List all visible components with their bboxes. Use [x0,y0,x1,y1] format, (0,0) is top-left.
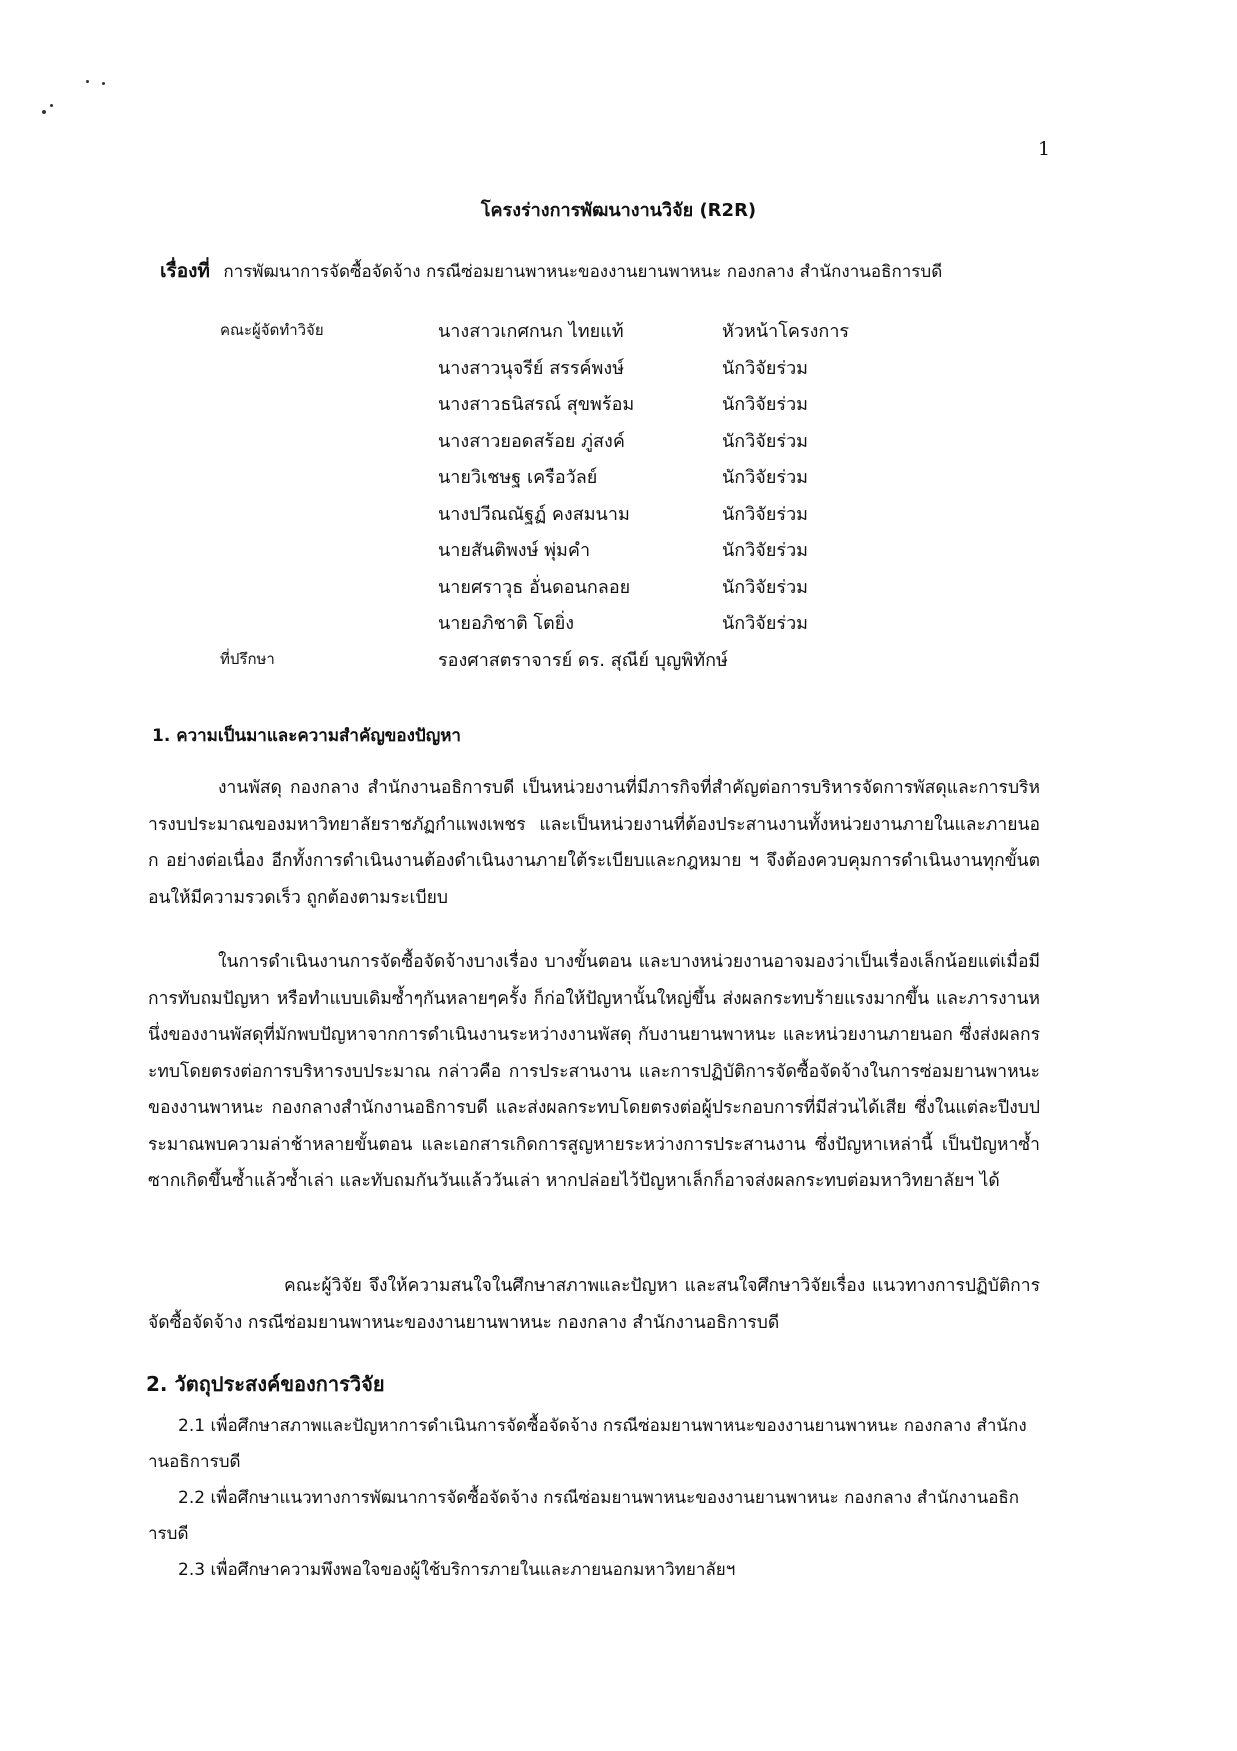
objective-item: 2.3 เพื่อศึกษาความพึงพอใจของผู้ใช้บริการภายในและภายนอกมหาวิทยาลัยฯ [178,1560,736,1580]
section-2-heading: 2. วัตถุประสงค์ของการวิจัย [146,1372,385,1396]
member-role: นักวิจัยร่วม [722,394,809,415]
team-row [220,535,920,572]
team-row [220,426,920,463]
member-name: นางสาวยอดสร้อย ภู่สงค์ [438,430,625,452]
team-row [220,608,920,645]
team-row [220,389,920,426]
document-title: โครงร่างการพัฒนางานวิจัย (R2R) [480,200,757,221]
section-1-paragraph-3: คณะผู้วิจัย จึงให้ความสนใจในศึกษาสภาพและปัญหา และสนใจศึกษาวิจัยเรื่อง แนวทางการปฏิบัติการจัดซื้อจัดจ้าง กรณีซ่อมยานพาหนะของงานยานพาหนะ กองกลาง สำนักงานอธิการบดี [148,1276,1040,1333]
member-role: นักวิจัยร่วม [722,576,809,598]
team-row [220,499,920,536]
member-role: นักวิจัยร่วม [722,613,809,634]
member-name: นางสาวเกศกนก ไทยแท้ [438,321,624,342]
member-name: นางปวีณณัฐฏ์ คงสมนาม [438,503,630,525]
page-number: 1 [1038,138,1051,160]
section-1-heading: 1. ความเป็นมาและความสำคัญของปัญหา [152,726,461,746]
member-role: นักวิจัยร่วม [722,503,809,525]
objective-item: 2.1 เพื่อศึกษาสภาพและปัญหาการดำเนินการจัดซื้อจัดจ้าง กรณีซ่อมยานพาหนะของงานยานพาหนะ กองกลาง สำนักงานอธิการบดี [148,1416,1027,1472]
member-role: นักวิจัยร่วม [722,357,809,379]
team-row [220,462,920,499]
team-row [220,316,920,353]
section-1-paragraph-1: งานพัสดุ กองกลาง สำนักงานอธิการบดี เป็นหน่วยงานที่มีภารกิจที่สำคัญต่อการบริหารจัดการพัสดุและการบริหารงบประมาณของมหาวิทยาลัยราชภัฏกำแพงเพชร และเป็นหน่วยงานที่ต้องประสานงานทั้งหน่วยงานภายในและภายนอก อย่างต่อเนื่อง อีกทั้งการดำเนินงานต้องดำเนินงานภายใต้ระเบียบและกฎหมาย ฯ จึงต้องควบคุมการดำเนินงานทุกขั้นตอนให้มีความรวดเร็ว ถูกต้องตามระเบียบ [148,778,1040,908]
subject-label: เรื่องที่ [160,260,210,282]
research-team [220,316,920,681]
member-name: นายวิเชษฐ เครือวัลย์ [438,467,598,488]
scan-speck [86,80,89,83]
scan-speck [50,104,53,107]
subject-line [160,256,1060,286]
objective-item: 2.2 เพื่อศึกษาแนวทางการพัฒนาการจัดซื้อจัดจ้าง กรณีซ่อมยานพาหนะของงานยานพาหนะ กองกลาง สำนักงานอธิการบดี [148,1488,1020,1544]
member-name: นายสันติพงษ์ พุ่มคำ [438,540,591,561]
advisor-name: รองศาสตราจารย์ ดร. สุณีย์ บุญพิทักษ์ [438,649,728,671]
team-label: คณะผู้จัดทำวิจัย [220,321,324,339]
member-role: นักวิจัยร่วม [722,430,809,452]
advisor-row [220,645,920,682]
advisor-label: ที่ปรึกษา [220,649,275,668]
member-role: นักวิจัยร่วม [722,540,809,561]
member-name: นางสาวธนิสรณ์ สุขพร้อม [438,394,635,415]
member-name: นายศราวุธ อั่นดอนกลอย [438,576,631,598]
team-row [220,572,920,609]
member-role: หัวหน้าโครงการ [722,321,850,342]
member-name: นายอภิชาติ โตยิ่ง [438,613,575,634]
member-role: นักวิจัยร่วม [722,467,809,488]
team-row [220,353,920,390]
section-1-paragraph-2: ในการดำเนินงานการจัดซื้อจัดจ้างบางเรื่อง บางขั้นตอน และบางหน่วยงานอาจมองว่าเป็นเรื่องเล็กน้อยแต่เมื่อมีการทับถมปัญหา หรือทำแบบเดิมซ้ำๆกันหลายๆครั้ง ก็ก่อให้ปัญหานั้นใหญ่ขึ้น ส่งผลกระทบร้ายแรงมากขึ้น และภารงานหนึ่งของงานพัสดุที่มักพบปัญหาจากการดำเนินงานระหว่างงานพัสดุ กับงานยานพาหนะ และหน่วยงานภายนอก ซึ่งส่งผลกระทบโดยตรงต่อการบริหารงบประมาณ กล่าวคือ การประสานงาน และการปฏิบัติการจัดซื้อจัดจ้างในการซ่อมยานพาหนะของงานพาหนะ กองกลางสำนักงานอธิการบดี และส่งผลกระทบโดยตรงต่อผู้ประกอบการที่มีส่วนได้เสีย ซึ่งในแต่ละปีงบประมาณพบความล่าช้าหลายขั้นตอน และเอกสารเกิดการสูญหายระหว่างการประสานงาน ซึ่งปัญหาเหล่านี้ เป็นปัญหาซ้ำซากเกิดขึ้นซ้ำแล้วซ้ำเล่า และทับถมกันวันแล้ววันเล่า หากปล่อยไว้ปัญหาเล็กก็อาจส่งผลกระทบต่อมหาวิทยาลัยฯ ได้ [148,952,1040,1191]
scan-speck [102,82,105,85]
scan-speck [42,110,46,114]
member-name: นางสาวนุจรีย์ สรรค์พงษ์ [438,357,625,379]
subject-text: การพัฒนาการจัดซื้อจัดจ้าง กรณีซ่อมยานพาหนะของงานยานพาหนะ กองกลาง สำนักงานอธิการบดี [223,262,943,282]
